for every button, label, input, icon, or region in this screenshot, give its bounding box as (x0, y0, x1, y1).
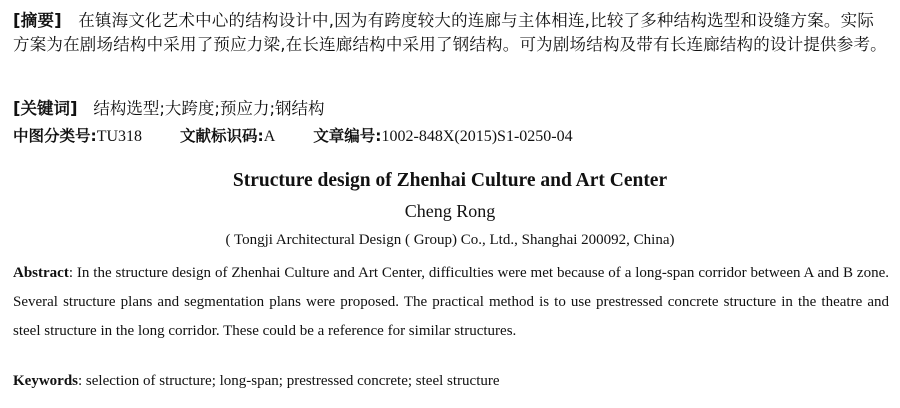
chinese-keywords-label: [关键词] (13, 99, 78, 118)
english-keywords-text: : selection of structure; long-span; prestressed concrete; steel structure (78, 373, 500, 389)
english-affiliation: ( Tongji Architectural Design ( Group) Co., Ltd., Shanghai 200092, China) (225, 232, 675, 248)
chinese-abstract (13, 9, 889, 57)
english-keywords (13, 373, 500, 390)
classification-line (13, 124, 573, 146)
article-no-value: 1002-848X(2015)S1-0250-04 (381, 128, 573, 145)
chinese-keywords-text: 结构选型;大跨度;预应力;钢结构 (93, 99, 325, 118)
english-abstract-label: Abstract (13, 265, 69, 281)
doc-code-value: A (263, 128, 276, 145)
clc-label: 中图分类号: (13, 127, 97, 145)
chinese-abstract-text: 在镇海文化艺术中心的结构设计中,因为有跨度较大的连廊与主体相连,比较了多种结构选型和设缝方案。实际方案为在剧场结构中采用了预应力梁,在长连廊结构中采用了钢结构。可为剧场结构及带有长连廊结构的设计提供参考。 (13, 11, 887, 54)
chinese-abstract-label: [摘要] (13, 11, 62, 30)
english-abstract-text: : In the structure design of Zhenhai Culture and Art Center, difficulties were met because of a long-span corridor between A and B zone. Several structure plans and segmentation plans were proposed. The practical method is to use prestressed concrete structure in the theatre and steel structure in the long corridor. These could be a reference for similar structures. (13, 265, 889, 339)
english-author: Cheng Rong (404, 201, 496, 221)
english-title: Structure design of Zhenhai Culture and Art Center (232, 170, 668, 191)
english-abstract (13, 259, 889, 346)
doc-code-label: 文献标识码: (180, 127, 264, 145)
english-keywords-label: Keywords (13, 373, 78, 389)
clc-value: TU318 (96, 128, 143, 145)
article-no-label: 文章编号: (313, 127, 382, 145)
chinese-keywords (13, 95, 325, 119)
